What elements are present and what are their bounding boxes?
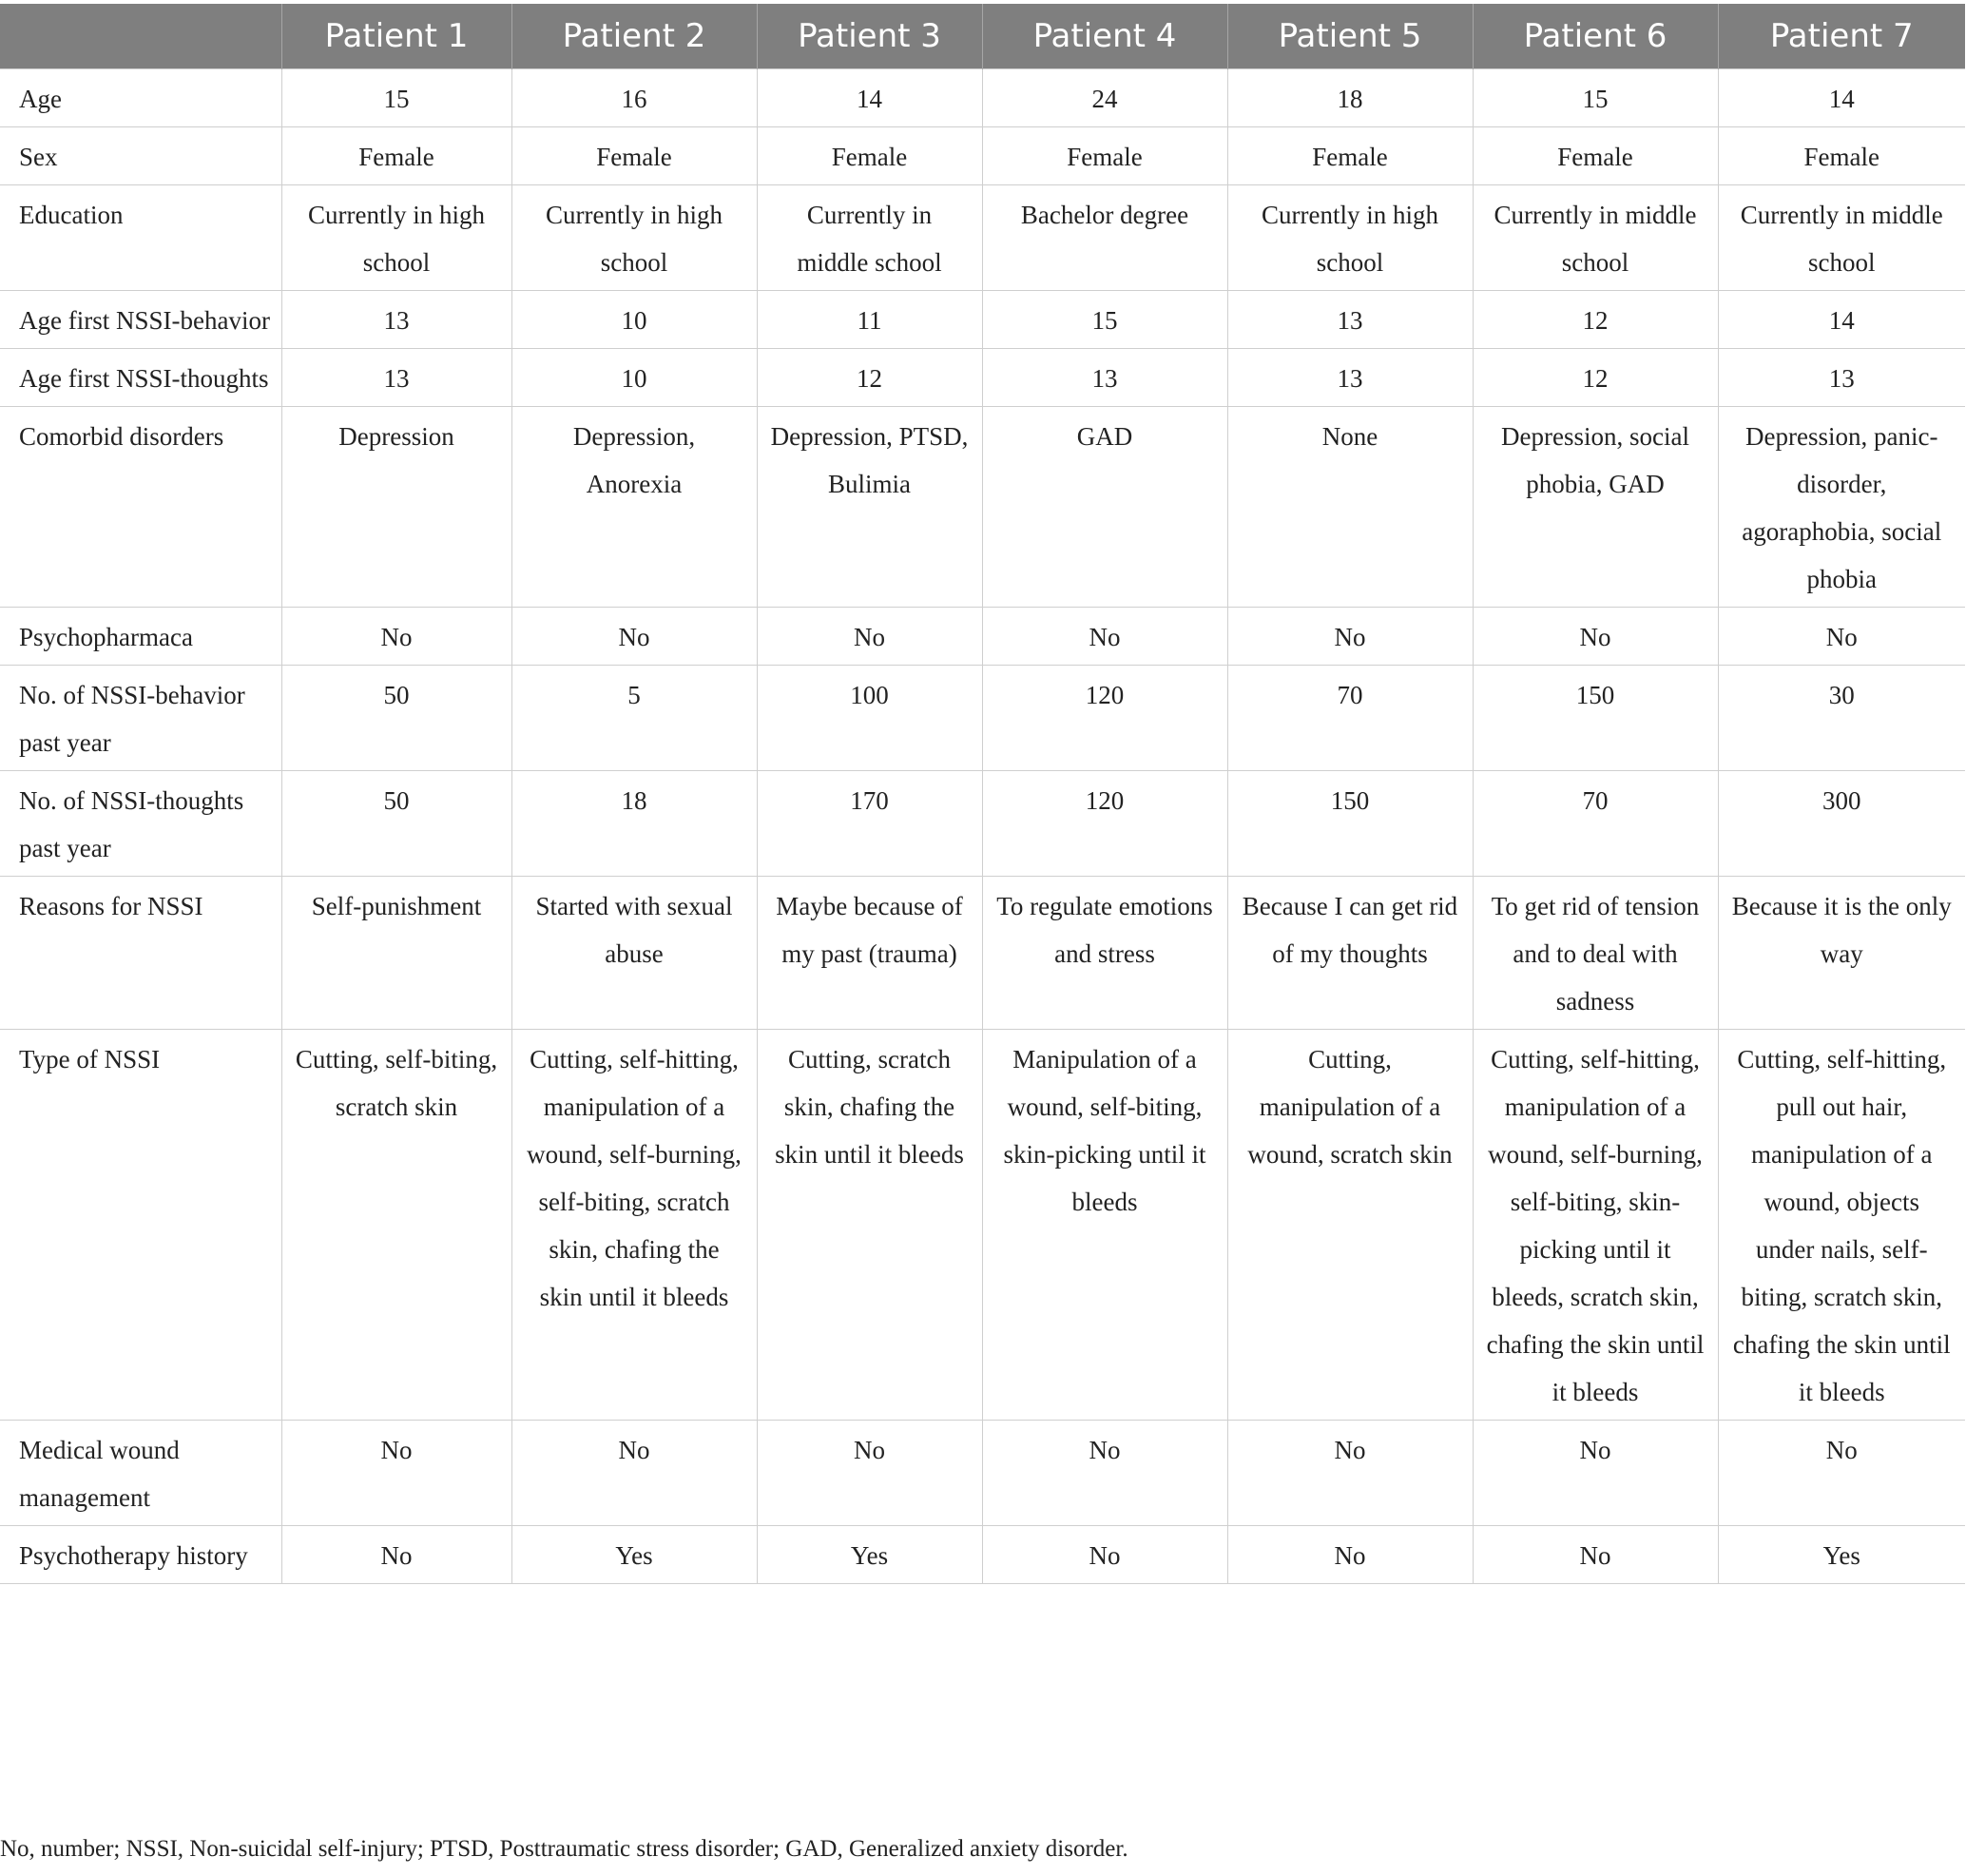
table-cell: 13	[1718, 349, 1965, 407]
table-cell: No	[1718, 608, 1965, 666]
row-label: Age	[0, 69, 281, 127]
table-cell: 50	[281, 771, 511, 877]
table-cell: Female	[757, 127, 982, 185]
header-patient-2: Patient 2	[511, 4, 757, 69]
table-cell: 70	[1473, 771, 1718, 877]
table-cell: Depression, PTSD, Bulimia	[757, 407, 982, 608]
table-cell: 12	[757, 349, 982, 407]
table-cell: 18	[1227, 69, 1473, 127]
table-cell: Currently in high school	[1227, 185, 1473, 291]
table-cell: Cutting, self-hitting, manipulation of a wound, self-burning, self-biting, skin-picking until it bleeds, scratch skin, chafing the skin until it bleeds	[1473, 1030, 1718, 1421]
table-row	[0, 771, 1965, 877]
table-cell: Manipulation of a wound, self-biting, skin-picking until it bleeds	[982, 1030, 1227, 1421]
patient-characteristics-table	[0, 4, 1965, 1584]
table-row	[0, 666, 1965, 771]
table-body	[0, 69, 1965, 1584]
table-cell: 24	[982, 69, 1227, 127]
table-cell: No	[281, 608, 511, 666]
table-cell: No	[1473, 608, 1718, 666]
table-cell: Maybe because of my past (trauma)	[757, 877, 982, 1030]
row-label: No. of NSSI-thoughts past year	[0, 771, 281, 877]
table-cell: Female	[982, 127, 1227, 185]
table-row	[0, 877, 1965, 1030]
table-cell: No	[757, 608, 982, 666]
table-row	[0, 1030, 1965, 1421]
table-cell: Depression, social phobia, GAD	[1473, 407, 1718, 608]
row-label: Sex	[0, 127, 281, 185]
table-cell: No	[511, 608, 757, 666]
table-cell: Cutting, self-biting, scratch skin	[281, 1030, 511, 1421]
row-label: Psychopharmaca	[0, 608, 281, 666]
table-cell: 120	[982, 771, 1227, 877]
table-cell: No	[757, 1421, 982, 1526]
table-cell: Female	[1473, 127, 1718, 185]
row-label: Type of NSSI	[0, 1030, 281, 1421]
table-cell: 13	[281, 349, 511, 407]
table-row	[0, 185, 1965, 291]
table-cell: Depression, Anorexia	[511, 407, 757, 608]
table-cell: No	[982, 608, 1227, 666]
table-cell: Cutting, self-hitting, pull out hair, manipulation of a wound, objects under nails, self-biting, scratch skin, chafing the skin until it bleeds	[1718, 1030, 1965, 1421]
table-cell: Started with sexual abuse	[511, 877, 757, 1030]
table-cell: GAD	[982, 407, 1227, 608]
table-cell: Cutting, self-hitting, manipulation of a wound, self-burning, self-biting, scratch skin, chafing the skin until it bleeds	[511, 1030, 757, 1421]
table-row	[0, 1421, 1965, 1526]
table-cell: No	[1718, 1421, 1965, 1526]
header-patient-6: Patient 6	[1473, 4, 1718, 69]
table-row	[0, 69, 1965, 127]
row-label: Comorbid disorders	[0, 407, 281, 608]
table-cell: No	[1473, 1526, 1718, 1584]
table-cell: Cutting, scratch skin, chafing the skin until it bleeds	[757, 1030, 982, 1421]
row-label: Age first NSSI-behavior	[0, 291, 281, 349]
table-cell: 11	[757, 291, 982, 349]
header-patient-4: Patient 4	[982, 4, 1227, 69]
table-cell: No	[281, 1526, 511, 1584]
table-cell: 150	[1473, 666, 1718, 771]
row-label: Medical wound management	[0, 1421, 281, 1526]
table-cell: Female	[1718, 127, 1965, 185]
table-cell: 120	[982, 666, 1227, 771]
table-cell: Currently in middle school	[757, 185, 982, 291]
table-cell: To regulate emotions and stress	[982, 877, 1227, 1030]
row-label: Age first NSSI-thoughts	[0, 349, 281, 407]
header-row	[0, 4, 1965, 69]
table-cell: To get rid of tension and to deal with sadness	[1473, 877, 1718, 1030]
table-cell: 12	[1473, 291, 1718, 349]
table-row	[0, 1526, 1965, 1584]
table-cell: Self-punishment	[281, 877, 511, 1030]
table-cell: No	[1227, 1421, 1473, 1526]
table-cell: 14	[1718, 291, 1965, 349]
table-cell: 18	[511, 771, 757, 877]
table-cell: Female	[511, 127, 757, 185]
table-cell: Yes	[511, 1526, 757, 1584]
table-cell: 13	[982, 349, 1227, 407]
table-cell: 10	[511, 349, 757, 407]
table-row	[0, 349, 1965, 407]
table-cell: 12	[1473, 349, 1718, 407]
table-row	[0, 608, 1965, 666]
table-cell: Currently in middle school	[1473, 185, 1718, 291]
table-cell: 16	[511, 69, 757, 127]
table-cell: Bachelor degree	[982, 185, 1227, 291]
table-cell: No	[1227, 1526, 1473, 1584]
table-cell: No	[982, 1526, 1227, 1584]
table-cell: 100	[757, 666, 982, 771]
table-row	[0, 291, 1965, 349]
header-patient-5: Patient 5	[1227, 4, 1473, 69]
row-label: Psychotherapy history	[0, 1526, 281, 1584]
table-cell: No	[1227, 608, 1473, 666]
table-cell: Currently in middle school	[1718, 185, 1965, 291]
table-cell: None	[1227, 407, 1473, 608]
table-cell: 15	[1473, 69, 1718, 127]
row-label: Reasons for NSSI	[0, 877, 281, 1030]
header-patient-1: Patient 1	[281, 4, 511, 69]
table-cell: 70	[1227, 666, 1473, 771]
table-cell: Currently in high school	[511, 185, 757, 291]
table-cell: Female	[281, 127, 511, 185]
table-cell: Yes	[757, 1526, 982, 1584]
table-cell: 50	[281, 666, 511, 771]
row-label: No. of NSSI-behavior past year	[0, 666, 281, 771]
table-cell: 13	[1227, 349, 1473, 407]
table-row	[0, 127, 1965, 185]
table-cell: Cutting, manipulation of a wound, scratch skin	[1227, 1030, 1473, 1421]
table-cell: Because I can get rid of my thoughts	[1227, 877, 1473, 1030]
table-cell: Depression	[281, 407, 511, 608]
table-cell: 300	[1718, 771, 1965, 877]
row-label: Education	[0, 185, 281, 291]
table-cell: Depression, panic-disorder, agoraphobia, social phobia	[1718, 407, 1965, 608]
table-cell: 14	[1718, 69, 1965, 127]
table-cell: 30	[1718, 666, 1965, 771]
table-cell: 10	[511, 291, 757, 349]
table-row	[0, 407, 1965, 608]
table-cell: No	[281, 1421, 511, 1526]
table-cell: 13	[281, 291, 511, 349]
table-cell: Yes	[1718, 1526, 1965, 1584]
table-cell: Because it is the only way	[1718, 877, 1965, 1030]
table-cell: 150	[1227, 771, 1473, 877]
table-cell: Female	[1227, 127, 1473, 185]
header-patient-3: Patient 3	[757, 4, 982, 69]
table-cell: 14	[757, 69, 982, 127]
table-cell: 5	[511, 666, 757, 771]
patient-characteristics-table-container	[0, 4, 1966, 1584]
table-cell: 170	[757, 771, 982, 877]
header-patient-7: Patient 7	[1718, 4, 1965, 69]
table-cell: 15	[982, 291, 1227, 349]
table-footnote: No, number; NSSI, Non-suicidal self-injury; PTSD, Posttraumatic stress disorder; GAD, Generalized anxiety disorder.	[0, 1836, 1128, 1862]
table-cell: No	[511, 1421, 757, 1526]
table-cell: No	[1473, 1421, 1718, 1526]
table-cell: Currently in high school	[281, 185, 511, 291]
table-cell: 15	[281, 69, 511, 127]
table-cell: 13	[1227, 291, 1473, 349]
header-corner-cell	[0, 4, 281, 69]
table-cell: No	[982, 1421, 1227, 1526]
